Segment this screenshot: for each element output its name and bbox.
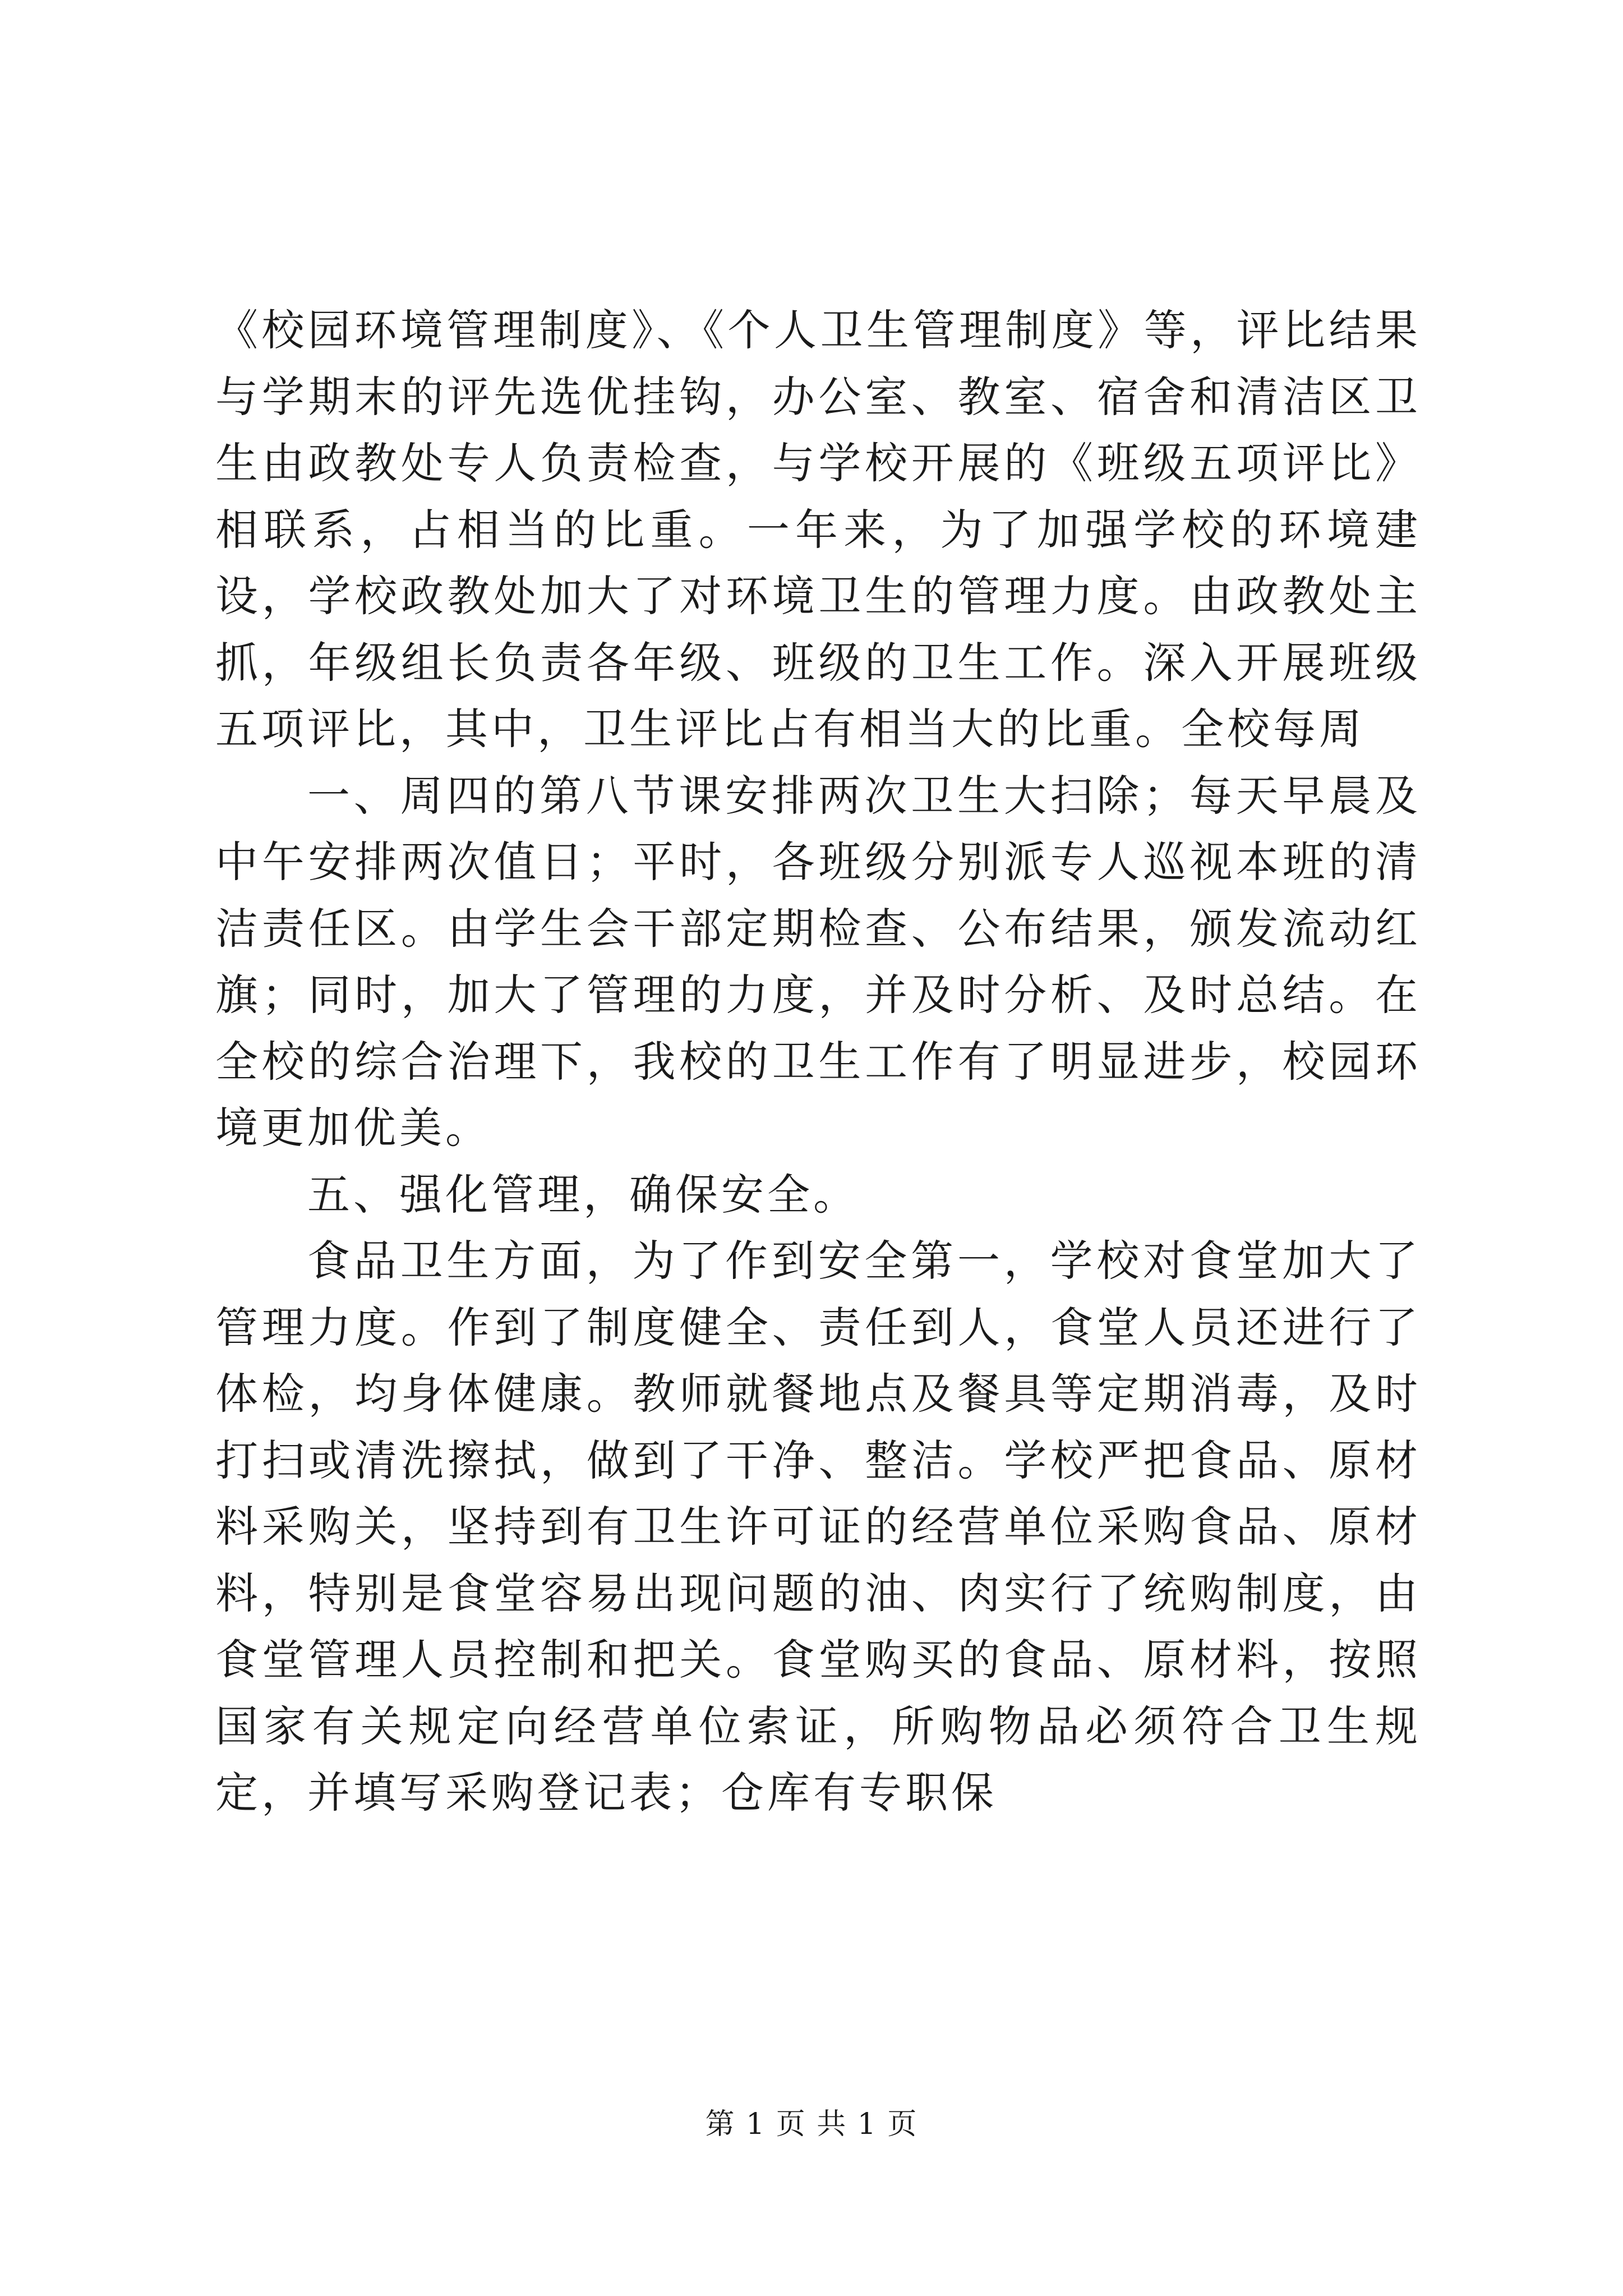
paragraph-3: 食品卫生方面，为了作到安全第一，学校对食堂加大了管理力度。作到了制度健全、责任到人，食堂人员还进行了体检，均身体健康。教师就餐地点及餐具等定期消毒，及时打扫或清洗擦拭，做到了干净、整洁。学校严把食品、原材料采购关，坚持到有卫生许可证的经营单位采购食品、原材料，特别是食堂容易出现问题的油、肉实行了统购制度，由食堂管理人员控制和把关。食堂购买的食品、原材料，按照国家有关规定向经营单位索证，所购物品必须符合卫生规定，并填写采购登记表；仓库有专职保 [215,1236,1421,1818]
document-body [215,297,1421,1826]
page-footer: 第 1 页 共 1 页 [705,2108,918,2141]
paragraph-1: 《校园环境管理制度》、《个人卫生管理制度》等，评比结果与学期末的评先选优挂钩，办公室、教室、宿舍和清洁区卫生由政教处专人负责检查，与学校开展的《班级五项评比》相联系，占相当的比重。一年来，为了加强学校的环境建设，学校政教处加大了对环境卫生的管理力度。由政教处主抓，年级组长负责各年级、班级的卫生工作。深入开展班级五项评比，其中，卫生评比占有相当大的比重。全校每周 [215,305,1421,754]
paragraph-2: 一、周四的第八节课安排两次卫生大扫除；每天早晨及中午安排两次值日；平时，各班级分别派专人巡视本班的清洁责任区。由学生会干部定期检查、公布结果，颁发流动红旗；同时，加大了管理的力度，并及时分析、及时总结。在全校的综合治理下，我校的卫生工作有了明显进步，校园环境更加优美。 [215,770,1421,1153]
section-heading-5: 五、强化管理，确保安全。 [307,1169,859,1220]
